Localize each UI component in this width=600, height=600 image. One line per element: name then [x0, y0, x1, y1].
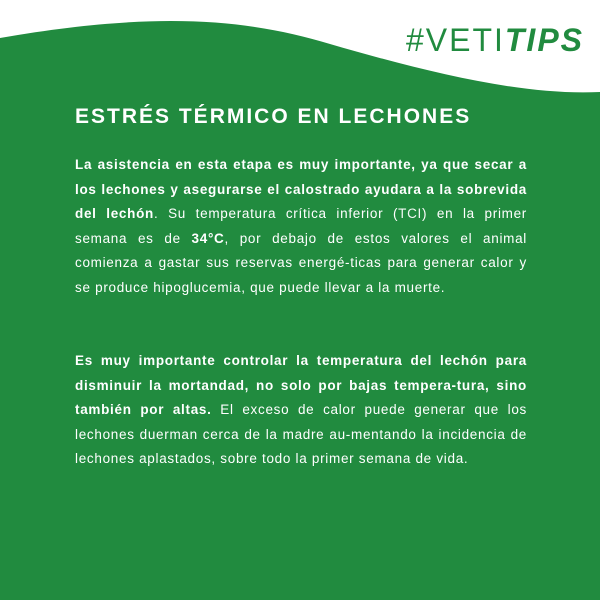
paragraph-1-acronym: TCI: [398, 206, 423, 221]
paragraph-1-text1: . Su temperatura crítica inferior (: [153, 206, 399, 221]
paragraph-1-text3: , por debajo de estos valores el animal comienza a gastar sus reservas energé-ticas para generar calor y se produce hipoglucemia, que puede llevar a la muerte.: [75, 230, 528, 295]
paragraph-2-text: El exceso de calor puede generar que los lechones duerman cerca de la madre au-mentando la incidencia de lechones aplastados, sobre todo la primer semana de vida.: [75, 402, 527, 466]
brand-hashtag: [406, 24, 584, 56]
paragraph-2-bold: Es muy importante controlar la temperatura del lechón para disminuir la mortandad, no solo por bajas tempera-tura, sino también por altas.: [75, 353, 527, 417]
brand-part-veti: #VETI: [405, 22, 505, 58]
page-title: ESTRÉS TÉRMICO EN LECHONES: [75, 105, 472, 128]
brand-part-tips: TIPS: [504, 22, 584, 58]
paragraph-1-text2: ) en la primer semana es de: [75, 206, 527, 246]
paragraph-1-bold: La asistencia en esta etapa es muy importante, ya que secar a los lechones y asegurarse el calostrado ayudara a la sobrevida del lechón: [75, 157, 527, 221]
paragraph-1: [75, 153, 527, 300]
paragraph-2: [75, 349, 527, 472]
paragraph-1-temp: 34°C: [191, 230, 225, 246]
